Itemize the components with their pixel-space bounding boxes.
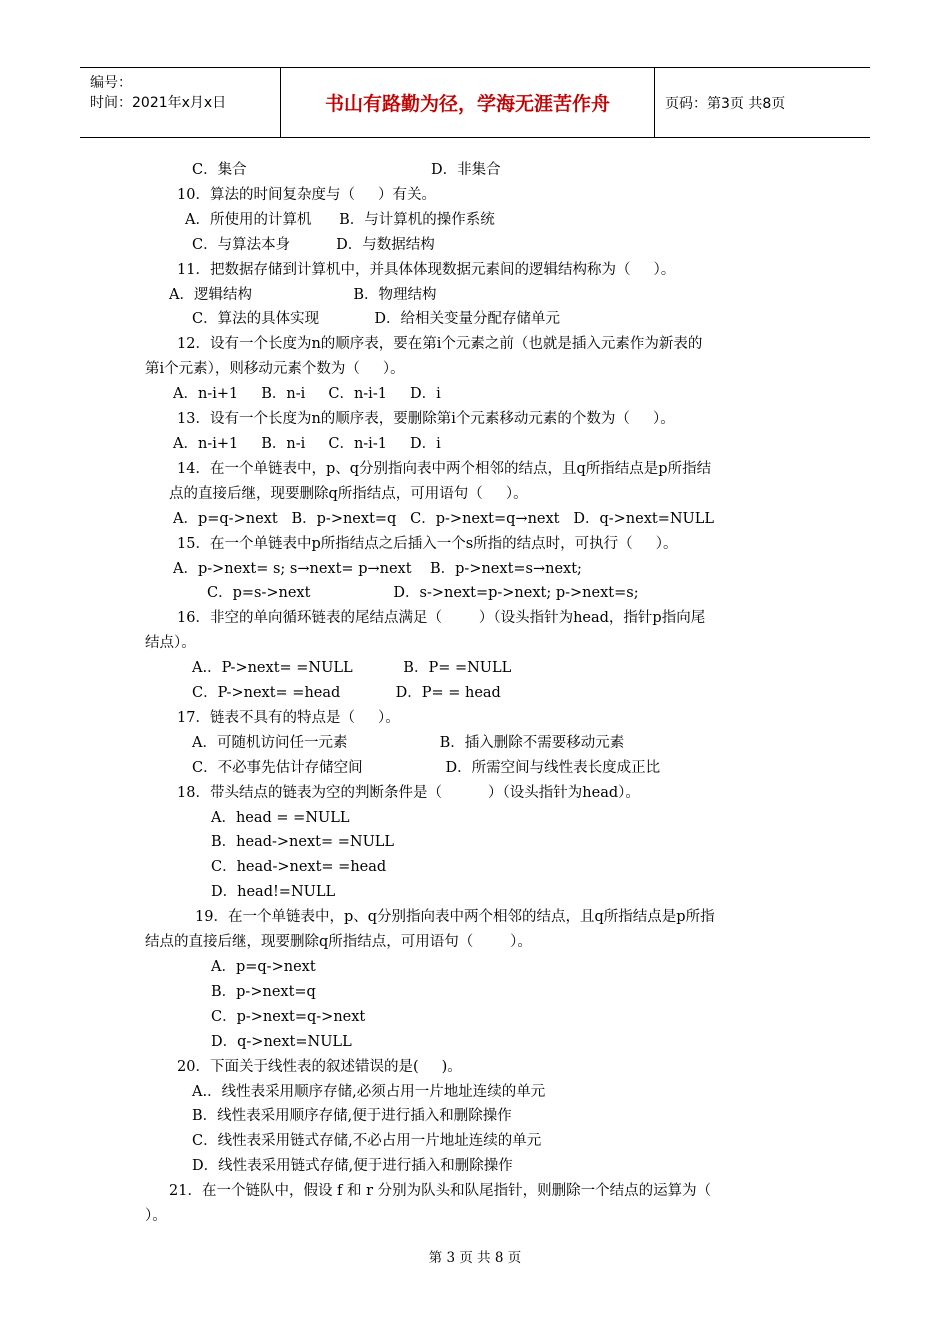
header-page-info: 页码：第3页 共8页 — [665, 95, 786, 112]
text-line: C．p=s->next D．s->next=p->next; p->next=s; — [207, 585, 639, 602]
text-line: D．线性表采用链式存储,便于进行插入和删除操作 — [192, 1158, 513, 1175]
text-line: 点的直接后继，现要删除q所指结点，可用语句（ ）。 — [169, 485, 528, 502]
document-date: 时间：2021年x月x日 — [90, 95, 227, 111]
page-header — [80, 67, 870, 138]
text-line: C．head->next= =head — [211, 859, 387, 876]
document-number-label: 编号： — [90, 75, 132, 91]
text-line: C．p->next=q->next — [211, 1008, 366, 1025]
text-line: C．P->next= =head D．P= = head — [192, 685, 501, 702]
text-line: A．逻辑结构 B．物理结构 — [169, 286, 437, 303]
text-line: 21．在一个链队中，假设 f 和 r 分别为队头和队尾指针，则删除一个结点的运算为（ — [169, 1183, 712, 1200]
text-line: 11．把数据存储到计算机中，并具体体现数据元素间的逻辑结构称为（ ）。 — [177, 261, 676, 278]
header-meta — [80, 68, 281, 137]
text-line: A.．P->next= =NULL B．P= =NULL — [192, 660, 512, 677]
text-line: C．与算法本身 D．与数据结构 — [192, 236, 435, 253]
text-line: C．线性表采用链式存储,不必占用一片地址连续的单元 — [192, 1133, 542, 1150]
text-line: 10．算法的时间复杂度与（ ）有关。 — [177, 186, 436, 203]
text-line: 18．带头结点的链表为空的判断条件是（ ）（设头指针为head）。 — [177, 784, 640, 801]
text-line: A．p=q->next — [211, 959, 316, 975]
question-list — [145, 158, 810, 1229]
text-line: A．可随机访问任一元素 B．插入删除不需要移动元素 — [192, 734, 625, 751]
text-line: 第i个元素），则移动元素个数为（ ）。 — [145, 361, 405, 378]
text-line: B．线性表采用顺序存储,便于进行插入和删除操作 — [192, 1108, 512, 1125]
text-line: A．n-i+1 B．n-i C．n-i-1 D．i — [173, 435, 441, 452]
text-line: D．head!=NULL — [211, 884, 336, 901]
text-line: 15．在一个单链表中p所指结点之后插入一个s所指的结点时，可执行（ ）。 — [177, 535, 678, 552]
text-line: 结点的直接后继，现要删除q所指结点，可用语句（ ）。 — [145, 934, 532, 951]
text-line: A．p=q->next B．p->next=q C．p->next=q→next D．q->next=NULL — [173, 510, 715, 527]
text-line: C．算法的具体实现 D．给相关变量分配存储单元 — [192, 311, 561, 328]
text-line: C．不必事先估计存储空间 D．所需空间与线性表长度成正比 — [192, 759, 661, 776]
text-line: C．集合 D．非集合 — [192, 162, 501, 178]
text-line: 14．在一个单链表中，p、q分别指向表中两个相邻的结点，且q所指结点是p所指结 — [177, 460, 712, 477]
text-line: 20．下面关于线性表的叙述错误的是( )。 — [177, 1058, 462, 1075]
text-line: 19．在一个单链表中，p、q分别指向表中两个相邻的结点，且q所指结点是p所指 — [195, 909, 715, 926]
text-line: A.．线性表采用顺序存储,必须占用一片地址连续的单元 — [192, 1083, 546, 1100]
text-line: B．head->next= =NULL — [211, 834, 395, 851]
header-motto: 书山有路勤为径，学海无涯苦作舟 — [281, 68, 655, 137]
text-line: D．q->next=NULL — [211, 1033, 352, 1050]
text-line: 结点）。 — [145, 635, 196, 652]
page-footer: 第 3 页 共 8 页 — [428, 1250, 522, 1266]
text-line: A．head = =NULL — [211, 809, 350, 826]
text-line: A．所使用的计算机 B．与计算机的操作系统 — [185, 211, 495, 228]
text-line: 13．设有一个长度为n的顺序表，要删除第i个元素移动元素的个数为（ ）。 — [177, 411, 675, 428]
text-line: 12．设有一个长度为n的顺序表，要在第i个元素之前（也就是插入元素作为新表的 — [177, 336, 703, 353]
text-line: A．n-i+1 B．n-i C．n-i-1 D．i — [173, 386, 441, 403]
text-line: 17．链表不具有的特点是（ ）。 — [177, 709, 400, 726]
text-line: 16．非空的单向循环链表的尾结点满足（ ）（设头指针为head，指针p指向尾 — [177, 610, 706, 627]
text-line: A．p->next= s; s→next= p→next B．p->next=s→next; — [173, 560, 582, 577]
text-line: ）。 — [145, 1208, 167, 1225]
text-line: B．p->next=q — [211, 983, 316, 1000]
